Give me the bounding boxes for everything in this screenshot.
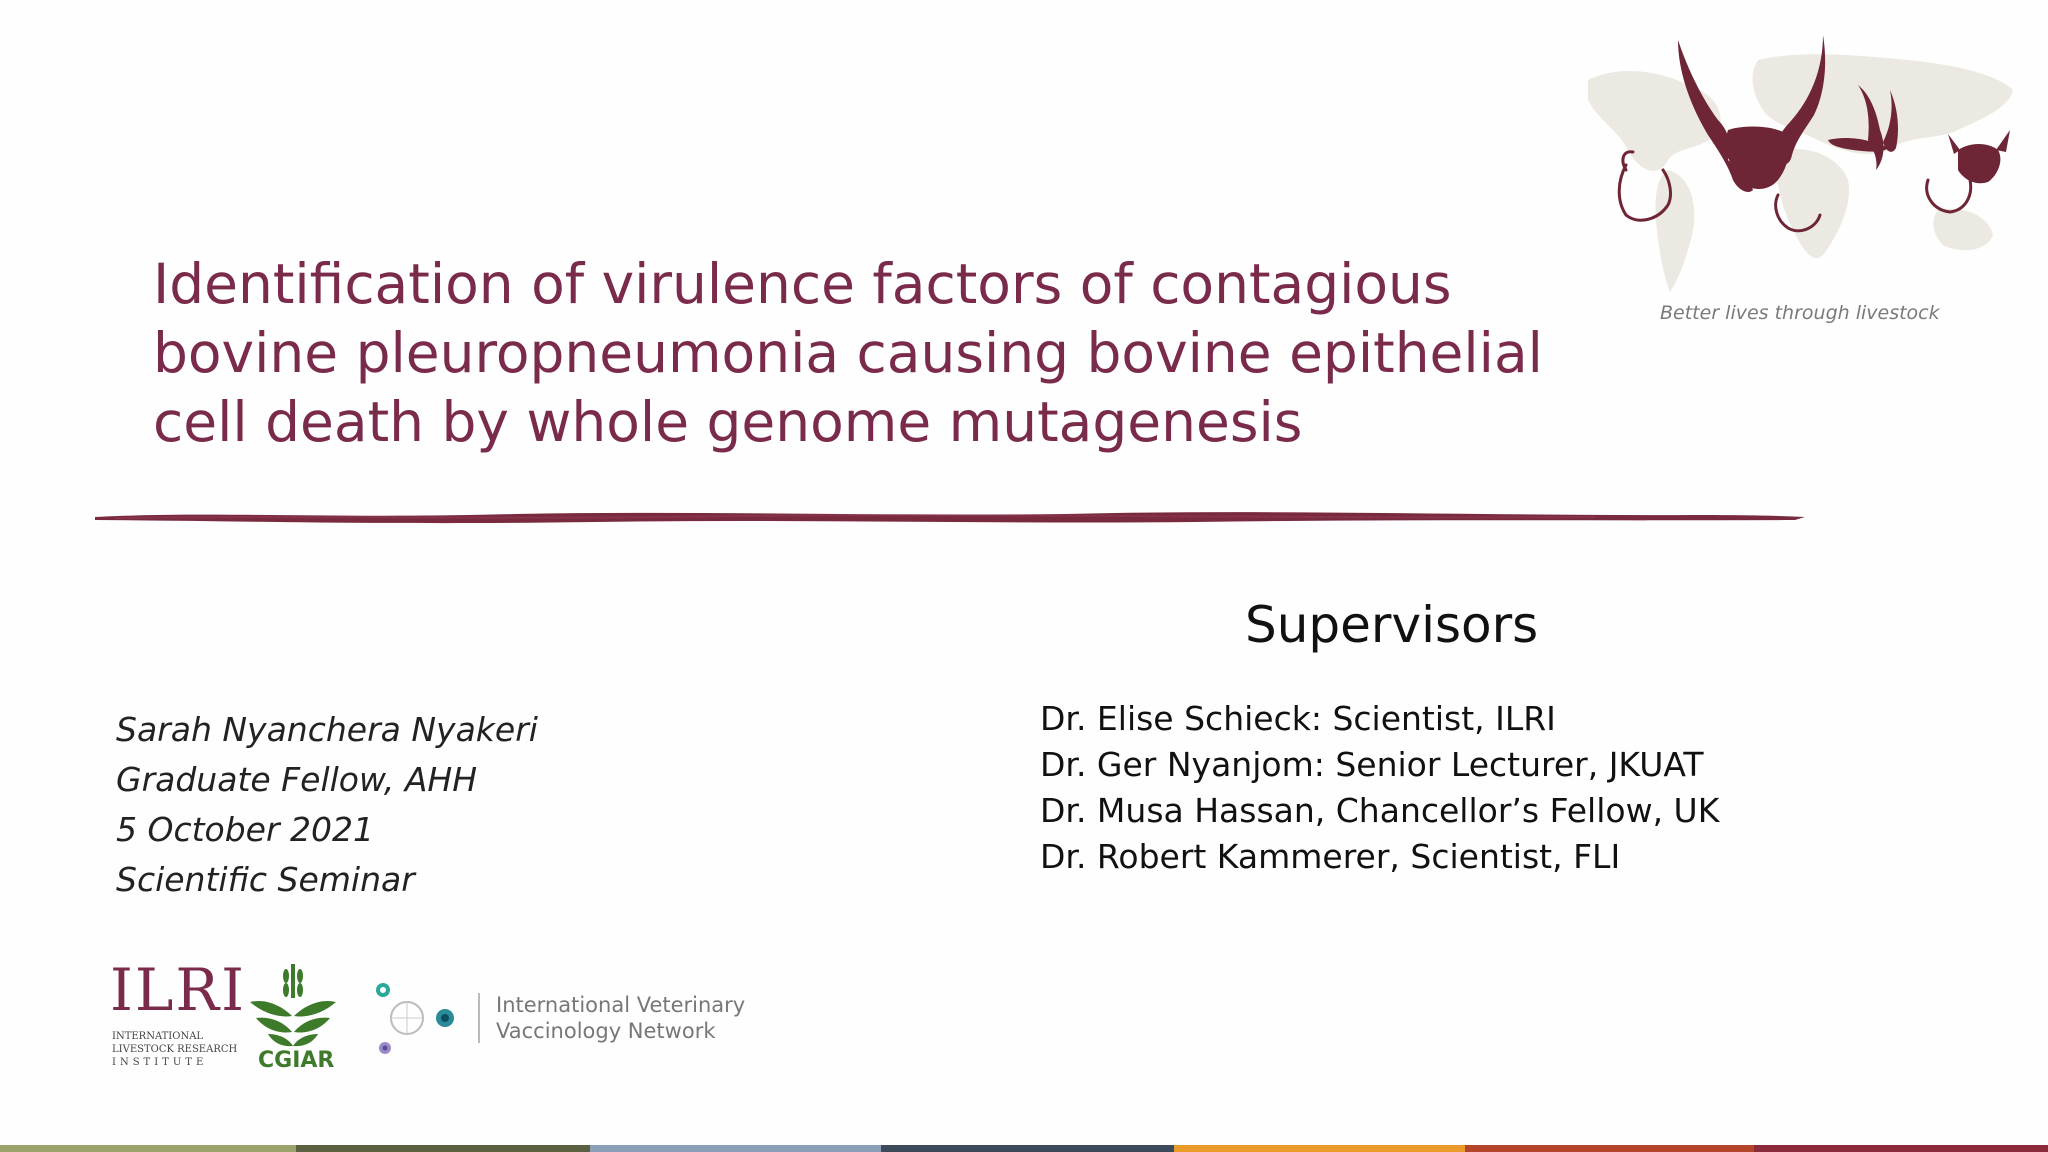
author-event: Scientific Seminar (116, 860, 415, 899)
world-map-livestock-illustration (1578, 30, 2018, 300)
cgiar-wordmark: CGIAR (258, 1048, 335, 1073)
supervisors-heading: Supervisors (1245, 596, 1539, 654)
author-role: Graduate Fellow, AHH (116, 760, 478, 799)
wheat-leaf-icon (246, 960, 342, 1050)
footer-color-bar (0, 1145, 2048, 1152)
title-line-3: cell death by whole genome mutagenesis (153, 390, 1303, 454)
ivvn-divider (478, 993, 480, 1043)
footer-segment (296, 1145, 590, 1152)
ilri-line-1: INTERNATIONAL (112, 1031, 204, 1042)
ilri-line-2: LIVESTOCK RESEARCH (112, 1044, 238, 1055)
brush-stroke-divider (95, 505, 1805, 529)
supervisor-item: Dr. Ger Nyanjom: Senior Lecturer, JKUAT (1040, 745, 1704, 784)
slide-title (153, 250, 1543, 457)
tagline: Better lives through livestock (1660, 302, 1940, 324)
ivvn-line-2: Vaccinology Network (496, 1019, 716, 1043)
author-block (116, 705, 538, 905)
molecule-dots-icon (365, 970, 465, 1060)
ilri-line-3: INSTITUTE (112, 1057, 208, 1068)
footer-segment (1174, 1145, 1465, 1152)
cgiar-logo (246, 960, 342, 1080)
footer-segment (0, 1145, 296, 1152)
footer-segment (590, 1145, 881, 1152)
supervisor-item: Dr. Robert Kammerer, Scientist, FLI (1040, 837, 1621, 876)
supervisor-item: Dr. Musa Hassan, Chancellor’s Fellow, UK (1040, 791, 1720, 830)
ilri-mark: ILRI (110, 956, 247, 1024)
ivvn-line-1: International Veterinary (496, 993, 746, 1017)
ilri-logo (110, 956, 247, 1080)
ilri-subtitle (112, 1030, 237, 1069)
author-name: Sarah Nyanchera Nyakeri (116, 710, 538, 749)
footer-segment (1465, 1145, 1754, 1152)
footer-segment (1754, 1145, 2048, 1152)
title-line-1: Identification of virulence factors of contagious (153, 252, 1452, 316)
supervisors-list (1040, 696, 1719, 880)
ivvn-logo-text (496, 992, 745, 1044)
supervisor-item: Dr. Elise Schieck: Scientist, ILRI (1040, 699, 1556, 738)
author-date: 5 October 2021 (116, 810, 375, 849)
title-line-2: bovine pleuropneumonia causing bovine epithelial (153, 321, 1543, 385)
footer-segment (881, 1145, 1174, 1152)
